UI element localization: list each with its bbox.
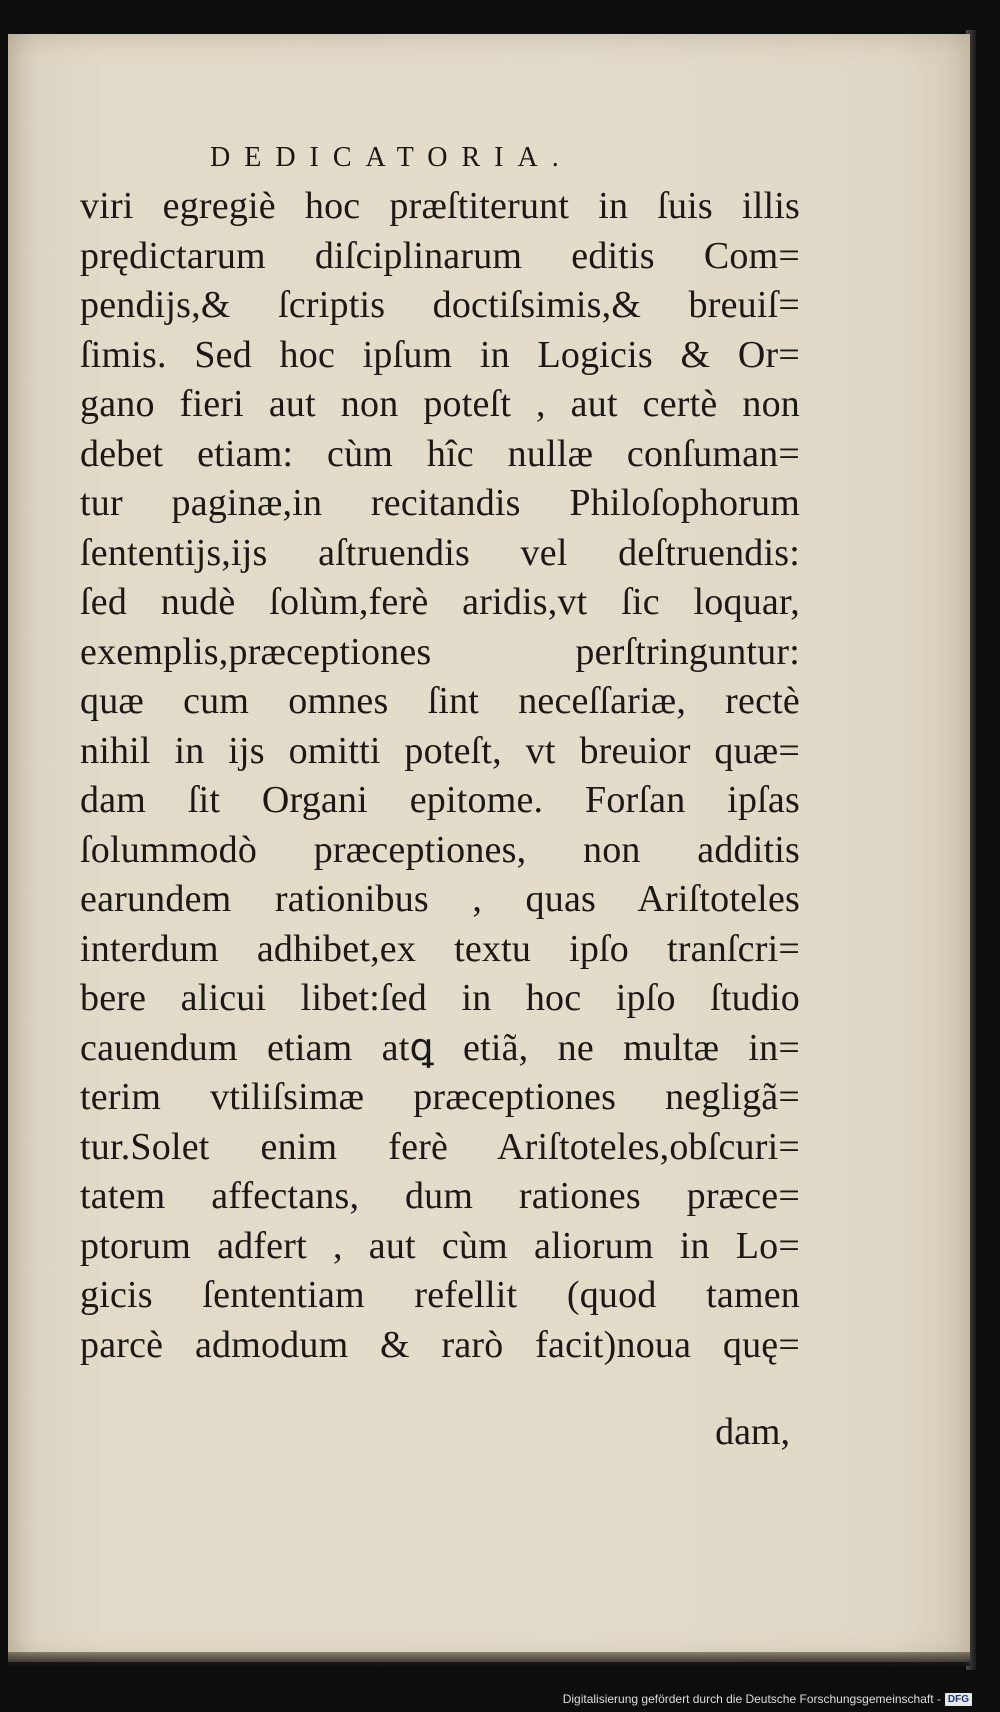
- catchword: dam,: [715, 1411, 790, 1453]
- text-line: bere alicui libet:ſed in hoc ipſo ſtudio: [80, 977, 800, 1019]
- running-header: DEDICATORIA.: [210, 142, 573, 173]
- text-line: pendijs,& ſcriptis doctiſsimis,& breuiſ=: [80, 284, 800, 326]
- text-line: ſententijs,ijs aſtruendis vel deſtruendis:: [80, 531, 800, 574]
- text-line: debet etiam: cùm hîc nullæ conſuman=: [80, 432, 800, 475]
- text-line: terim vtiliſsimæ præceptiones negligã=: [80, 1076, 800, 1118]
- text-line: quæ cum omnes ſint neceſſariæ, rectè: [80, 680, 800, 722]
- footer-text: Digitalisierung gefördert durch die Deutsche Forschungsgemeinschaft -: [562, 1692, 941, 1706]
- text-line: viri egregiè hoc præſtiterunt in ſuis illis: [80, 185, 800, 227]
- text-line: ſimis. Sed hoc ipſum in Logicis & Or=: [80, 333, 800, 376]
- digitization-credit: [563, 1692, 972, 1706]
- text-line: prędictarum diſciplinarum editis Com=: [80, 234, 800, 277]
- text-line: cauendum etiam atꝗ etiã, ne multæ in=: [80, 1026, 800, 1069]
- text-line: ptorum adfert , aut cùm aliorum in Lo=: [80, 1224, 800, 1267]
- text-line: tur.Solet enim ferè Ariſtoteles,obſcuri=: [80, 1125, 800, 1168]
- text-line: dam ſit Organi epitome. Forſan ipſas: [80, 779, 800, 821]
- body-text: [80, 182, 800, 1370]
- text-line: ſed nudè ſolùm,ferè aridis,vt ſic loquar,: [80, 581, 800, 623]
- dfg-logo-icon: DFG: [945, 1693, 972, 1706]
- text-line: earundem rationibus , quas Ariſtoteles: [80, 878, 800, 920]
- text-line: interdum adhibet,ex textu ipſo tranſcri=: [80, 927, 800, 970]
- text-line: gicis ſententiam refellit (quod tamen: [80, 1274, 800, 1316]
- page-bottom-shadow: [8, 1652, 970, 1666]
- text-line: ſolummodò præceptiones, non additis: [80, 828, 800, 871]
- text-line: tur paginæ,in recitandis Philoſophorum: [80, 482, 800, 524]
- text-line: exemplis,præceptiones perſtringuntur:: [80, 630, 800, 673]
- text-line: gano fieri aut non poteſt , aut certè non: [80, 383, 800, 425]
- text-line: tatem affectans, dum rationes præce=: [80, 1175, 800, 1217]
- text-line: parcè admodum & rarò facit)noua quę=: [80, 1323, 800, 1366]
- text-line: nihil in ijs omitti poteſt, vt breuior quæ=: [80, 729, 800, 772]
